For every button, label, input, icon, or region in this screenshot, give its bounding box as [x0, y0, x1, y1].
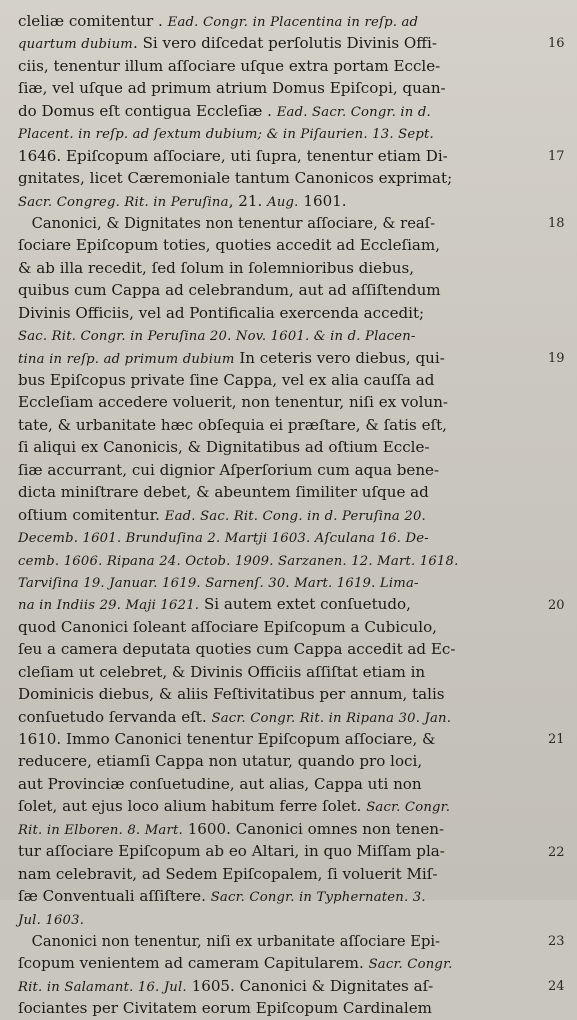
citation-text: Sacr. Congr.	[368, 957, 453, 973]
text-line	[18, 167, 546, 189]
body-text-run: ſcopum venientem ad cameram Capitularem.	[18, 954, 369, 973]
text-line	[18, 279, 546, 301]
citation-text: Tarviſina 19. Januar. 1619. Sarnenſ. 30. Mart. 1619. Lima-	[18, 575, 419, 591]
text-line	[18, 526, 546, 548]
body-text-run: reducere, etiamſi Cappa non utatur, quando pro loci,	[18, 752, 423, 771]
body-text-run: gnitates, licet Cæremoniale tantum Canonicos exprimat;	[18, 169, 453, 188]
body-text-run: 1605. Canonici & Dignitates aſ-	[186, 976, 434, 995]
body-text-run: ſi aliqui ex Canonicis, & Dignitatibus ad oſtium Eccle-	[18, 438, 430, 457]
text-line	[18, 885, 546, 907]
body-text-run: ſiæ accurrant, cui dignior Aſperſorium cum aqua bene-	[18, 460, 440, 479]
text-line	[18, 436, 546, 458]
body-text-run: bus Epiſcopus private ſine Cappa, vel ex alia cauſſa ad	[18, 371, 435, 389]
citation-text: Sac. Rit. Congr. in Peruſina 20. Nov. 1601. & in d. Placen-	[18, 329, 416, 345]
body-text-run: ſiæ, vel uſque ad primum atrium Domus Epiſcopi, quan-	[18, 79, 446, 98]
text-line	[18, 773, 546, 795]
body-text-run: conſuetudo ſervanda eſt.	[18, 707, 212, 726]
citation-text: Aug.	[267, 194, 299, 210]
text-line	[18, 616, 546, 638]
body-text	[18, 10, 546, 1020]
text-line	[18, 122, 546, 144]
body-text-run: 1610. Immo Canonici tenentur Epiſcopum aſſociare, &	[18, 730, 436, 748]
text-line	[18, 347, 546, 369]
margin-number: 24	[548, 979, 565, 995]
body-text-run: Canonici non tenentur, niſi ex urbanitate aſſociare Epi-	[31, 931, 441, 950]
text-line	[18, 391, 546, 413]
body-text-run: quod Canonici ſoleant aſſociare Epiſcopum a Cubiculo,	[18, 617, 437, 636]
text-line	[18, 728, 546, 750]
citation-text: Sacr. Congr.	[366, 800, 451, 816]
body-text-run: oſtium comitentur.	[18, 505, 165, 524]
text-line	[18, 593, 546, 615]
margin-number: 21	[548, 732, 565, 748]
citation-text: Ead. Sac. Rit. Cong. in d. Peruſina 20.	[164, 508, 426, 524]
body-text-run: cleliæ comitentur .	[18, 12, 168, 30]
citation-text: Sacr. Congreg. Rit. in Peruſina	[18, 194, 229, 210]
citation-text: Ead. Congr. in Placentina in reſp. ad	[167, 15, 419, 30]
text-line	[18, 930, 532, 952]
text-line	[18, 145, 546, 167]
citation-text: Rit. in Salamant. 16. Jul.	[18, 979, 187, 995]
citation-text: Rit. in Elboren. 8. Mart.	[18, 822, 183, 838]
text-line	[18, 840, 546, 862]
body-text-run: ſociantes per Civitatem eorum Epiſcopum Cardinalem	[18, 999, 432, 1018]
text-line	[18, 571, 546, 593]
citation-text: quartum dubium	[18, 37, 133, 53]
citation-text: Sacr. Congr. Rit. in Ripana 30. Jan.	[211, 710, 452, 726]
body-text-run: ſolet, aut ejus loco alium habitum ferre ſolet.	[18, 797, 367, 816]
body-text-run: ſeu a camera deputata quoties cum Cappa accedit ad Ec-	[18, 640, 456, 659]
text-line	[18, 661, 546, 683]
body-text-run: do Domus eſt contigua Eccleſiæ .	[18, 101, 277, 120]
citation-text: Decemb. 1601. Brunduſina 2. Martji 1603. Aſculana 16. De-	[18, 531, 429, 547]
text-line	[18, 32, 546, 54]
text-line	[18, 100, 546, 122]
citation-text: tina in reſp. ad primum dubium	[18, 351, 235, 367]
text-line	[18, 952, 546, 974]
citation-text: Ead. Sacr. Congr. in d.	[276, 104, 431, 120]
text-line	[18, 234, 546, 256]
body-text-run: ſociare Epiſcopum toties, quoties accedit ad Eccleſiam,	[18, 236, 441, 255]
text-line	[18, 504, 546, 526]
text-line	[18, 414, 546, 436]
text-line	[18, 369, 546, 391]
body-text-run: Canonici, & Dignitates non tenentur aſſociare, & reaſ-	[31, 213, 436, 232]
text-line	[18, 55, 546, 77]
text-line	[18, 190, 546, 212]
citation-text: cemb. 1606. Ripana 24. Octob. 1909. Sarzanen. 12. Mart. 1618.	[18, 553, 459, 569]
body-text-run: nam celebravit, ad Sedem Epiſcopalem, ſi voluerit Miſ-	[18, 864, 438, 883]
text-line	[18, 638, 546, 660]
body-text-run: cleſiam ut celebret, & Divinis Officiis aſſiſtat etiam in	[18, 662, 426, 681]
margin-number: 18	[548, 216, 565, 232]
body-text-run: Si autem extet conſuetudo,	[199, 595, 411, 614]
body-text-run: tate, & urbanitate hæc obſequia ei præſtare, & ſatis eſt,	[18, 415, 447, 434]
text-line	[18, 10, 546, 32]
body-text-run: tur aſſociare Epiſcopum ab eo Altari, in quo Miſſam pla-	[18, 842, 445, 861]
citation-text: na in Indiis 29. Maji 1621.	[18, 598, 200, 614]
body-text-run: aut Provinciæ conſuetudine, aut alias, Cappa uti non	[18, 774, 422, 793]
text-line	[18, 908, 546, 930]
text-line	[18, 459, 546, 481]
citation-text: Sacr. Congr. in Typhernaten. 3.	[210, 890, 426, 906]
margin-number: 19	[548, 350, 565, 366]
text-line	[18, 212, 532, 234]
margin-number: 23	[548, 934, 565, 950]
body-text-run: ciis, tenentur illum aſſociare uſque extra portam Eccle-	[18, 56, 441, 75]
margin-number: 16	[548, 36, 565, 52]
text-line	[18, 302, 546, 324]
body-text-run: Eccleſiam accedere voluerit, non tenentur, niſi ex volun-	[18, 393, 449, 412]
text-line	[18, 77, 546, 99]
text-line	[18, 683, 546, 705]
body-text-run: In ceteris vero diebus, qui-	[234, 348, 445, 367]
citation-text: Placent. in reſp. ad ſextum dubium; & in Piſaurien. 13. Sept.	[18, 127, 434, 143]
text-line	[18, 257, 546, 279]
margin-number: 22	[548, 844, 565, 860]
body-text-run: , 21.	[228, 191, 268, 210]
margin-number: 20	[548, 597, 565, 613]
body-text-run: quibus cum Cappa ad celebrandum, aut ad aſſiſtendum	[18, 281, 441, 300]
body-text-run: Dominicis diebus, & aliis Feſtivitatibus per annum, talis	[18, 685, 445, 704]
margin-number: 17	[548, 148, 565, 164]
text-line	[18, 324, 546, 346]
citation-text: Jul. 1603.	[18, 912, 85, 928]
body-text-run: ſæ Conventuali aſſiſtere.	[18, 887, 211, 906]
text-line	[18, 549, 546, 571]
body-text-run: 1601.	[298, 191, 347, 210]
text-line	[18, 750, 546, 772]
body-text-run: & ab illa recedit, ſed ſolum in ſolemnioribus diebus,	[18, 258, 415, 277]
text-line	[18, 706, 546, 728]
text-line	[18, 975, 546, 997]
body-text-run: 1646. Epiſcopum aſſociare, uti ſupra, tenentur etiam Di-	[18, 146, 448, 165]
body-text-run: Divinis Officiis, vel ad Pontificalia exercenda accedit;	[18, 303, 425, 322]
text-line	[18, 818, 546, 840]
text-line	[18, 863, 546, 885]
text-line	[18, 795, 546, 817]
body-text-run: 1600. Canonici omnes non tenen-	[182, 819, 445, 838]
text-line	[18, 997, 546, 1019]
body-text-run: . Si vero diſcedat perſolutis Divinis Offi-	[132, 34, 437, 53]
text-line	[18, 481, 546, 503]
body-text-run: dicta miniſtrare debet, & abeuntem ſimiliter uſque ad	[18, 483, 429, 502]
